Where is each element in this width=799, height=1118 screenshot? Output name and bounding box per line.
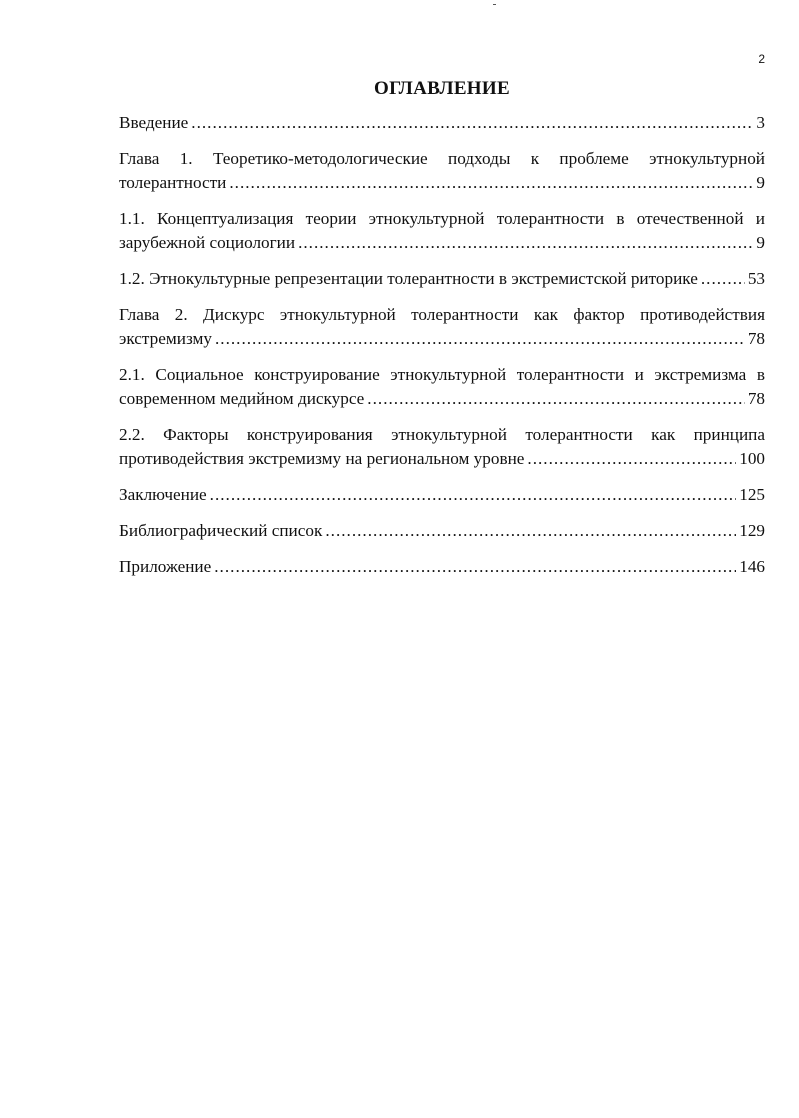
toc-page-number: 100 <box>739 449 765 468</box>
toc-entry-chapter-2[interactable] <box>119 303 765 351</box>
toc-entry-title: Библиографический список <box>119 521 323 540</box>
toc-entry-title-continued: современном медийном дискурсе <box>119 389 365 408</box>
dot-leader <box>191 111 753 135</box>
toc-entry-title: Глава 1. Теоретико-методологические подходы к проблеме этнокультурной <box>119 149 765 168</box>
page-title: ОГЛАВЛЕНИЕ <box>374 78 510 99</box>
toc-entry-title: 2.1. Социальное конструирование этнокультурной толерантности и экстремизма в <box>119 365 765 384</box>
toc-entry-title-continued: противодействия экстремизму на региональном уровне <box>119 449 525 468</box>
toc-entry-title: Введение <box>119 113 189 132</box>
dot-leader <box>298 231 753 255</box>
dot-leader <box>527 447 736 471</box>
toc-entry-section-1-2[interactable] <box>119 267 765 291</box>
toc-entry-title-continued: зарубежной социологии <box>119 233 296 252</box>
toc-page-number: 3 <box>756 113 765 132</box>
toc-page-number: 146 <box>739 557 765 576</box>
dot-leader <box>214 555 736 579</box>
toc-entry-intro[interactable] <box>119 111 765 135</box>
toc-entry-title-continued: толерантности <box>119 173 227 192</box>
toc-entry-title: Приложение <box>119 557 212 576</box>
dot-leader <box>325 519 736 543</box>
toc-entry-section-2-1[interactable] <box>119 363 765 411</box>
dot-leader <box>367 387 745 411</box>
toc-entry-bibliography[interactable] <box>119 519 765 543</box>
scan-mark <box>493 4 496 5</box>
toc-page-number: 53 <box>747 269 765 288</box>
toc-page-number: 125 <box>739 485 765 504</box>
dot-leader <box>229 171 753 195</box>
toc-page-number: 9 <box>756 233 765 252</box>
toc-entry-section-1-1[interactable] <box>119 207 765 255</box>
toc-page-number: 129 <box>739 521 765 540</box>
toc-entry-title-continued: экстремизму <box>119 329 212 348</box>
toc-entry-title: 1.1. Концептуализация теории этнокультурной толерантности в отечественной и <box>119 209 765 228</box>
toc-entry-title: 1.2. Этнокультурные репрезентации толерантности в экстремистской риторике <box>119 269 698 288</box>
dot-leader <box>210 483 737 507</box>
toc-page-number: 78 <box>747 389 765 408</box>
toc-entry-title: Заключение <box>119 485 207 504</box>
table-of-contents <box>119 111 765 591</box>
toc-page-number: 78 <box>747 329 765 348</box>
toc-entry-title: Глава 2. Дискурс этнокультурной толерантности как фактор противодействия <box>119 305 765 324</box>
toc-entry-title: 2.2. Факторы конструирования этнокультурной толерантности как принципа <box>119 425 765 444</box>
dot-leader <box>215 327 745 351</box>
toc-entry-conclusion[interactable] <box>119 483 765 507</box>
toc-entry-chapter-1[interactable] <box>119 147 765 195</box>
dot-leader <box>701 267 745 291</box>
page-number: 2 <box>758 52 765 66</box>
toc-entry-section-2-2[interactable] <box>119 423 765 471</box>
toc-page-number: 9 <box>756 173 765 192</box>
toc-entry-appendix[interactable] <box>119 555 765 579</box>
